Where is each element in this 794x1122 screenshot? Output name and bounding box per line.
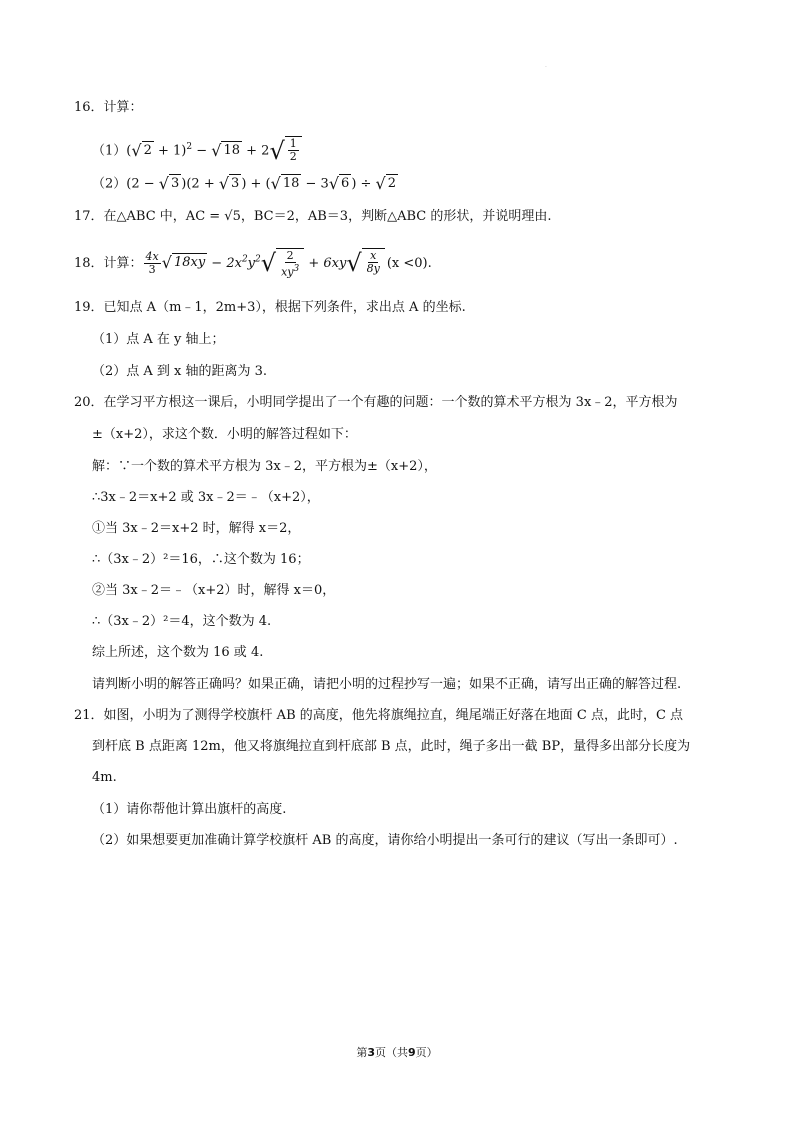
- q20-line6: ∴（3x﹣2）²＝16，∴这个数为 16；: [92, 552, 310, 567]
- q20-line10: 请判断小明的解答正确吗？如果正确，请把小明的过程抄写一遍；如果不正确，请写出正确的解答过程.: [92, 677, 682, 692]
- q16-title: 16．计算：: [74, 100, 143, 115]
- q19-text: 19．已知点 A（m﹣1，2m+3），根据下列条件，求出点 A 的坐标.: [74, 300, 466, 315]
- q20-line5: ①当 3x﹣2＝x+2 时，解得 x＝2，: [92, 521, 301, 536]
- q20-line8: ∴（3x﹣2）²＝4，这个数为 4.: [92, 614, 272, 629]
- q17-text: 17．在△ABC 中，AC = √5，BC＝2，AB＝3，判断△ABC 的形状，并说明理由.: [74, 209, 552, 224]
- q21-line2: 到杆底 B 点距离 12m，他又将旗绳拉直到杆底部 B 点，此时，绳子多出一截 BP，量得多出部分长度为: [92, 739, 691, 754]
- header-mark: .: [545, 62, 547, 69]
- q20-line2: ±（x+2），求这个数．小明的解答过程如下：: [92, 427, 357, 442]
- q20-line4: ∴3x﹣2＝x+2 或 3x﹣2＝﹣（x+2），: [92, 490, 320, 505]
- q16-part1-label: （1）: [92, 143, 127, 159]
- q16-part1-expression: ( √ 2 + 1)$^2$ − √ 18 + 2 √ $\frac{1}{2}$: [126, 136, 301, 166]
- footer-prefix: 第: [356, 1046, 368, 1059]
- q21-part1: （1）请你帮他计算出旗杆的高度.: [92, 802, 287, 817]
- q16-part2: [92, 174, 398, 195]
- q19-part1: （1）点 A 在 y 轴上；: [92, 332, 225, 347]
- q16-part1: [92, 136, 302, 166]
- q20-line9: 综上所述，这个数为 16 或 4.: [92, 645, 264, 660]
- q21-line3: 4m.: [92, 770, 117, 785]
- q19-part2: （2）点 A 到 x 轴的距离为 3.: [92, 364, 268, 379]
- q18-prefix: 18．计算：: [74, 255, 143, 271]
- q18-problem: [74, 248, 432, 279]
- q20-line1: 20．在学习平方根这一课后，小明同学提出了一个有趣的问题：一个数的算术平方根为 3x﹣2，平方根为: [74, 395, 678, 410]
- q20-line7: ②当 3x﹣2＝﹣（x+2）时，解得 x＝0，: [92, 583, 336, 598]
- footer-suffix: 页）: [415, 1046, 438, 1059]
- q21-part2: （2）如果想要更加准确计算学校旗杆 AB 的高度，请你给小明提出一条可行的建议（写出一条即可）.: [92, 833, 678, 848]
- footer-page-number: 3: [367, 1046, 375, 1059]
- page-footer: [0, 1044, 794, 1060]
- q21-line1: 21．如图，小明为了测得学校旗杆 AB 的高度，他先将旗绳拉直，绳尾端正好落在地面 C 点，此时，C 点: [74, 708, 684, 723]
- q20-line3: 解：∵一个数的算术平方根为 3x﹣2，平方根为±（x+2），: [92, 459, 437, 474]
- q16-part2-label: （2）: [92, 176, 127, 192]
- footer-middle: 页（共: [375, 1046, 408, 1059]
- footer-total-pages: 9: [408, 1046, 416, 1059]
- q18-expression: $\frac{4x}{3}$ √ 18xy − $2x^2y^2$ √ $\frac{2}{xy^3}$ + 6xy √ $\frac{x}{8y}$: [143, 256, 385, 271]
- q18-suffix: (x <0).: [386, 255, 432, 271]
- q16-part2-expression: (2 − √ 3 )(2 + √ 3 ) + ( √ 18 − 3 √ 6 ) ÷ √ 2: [126, 174, 397, 193]
